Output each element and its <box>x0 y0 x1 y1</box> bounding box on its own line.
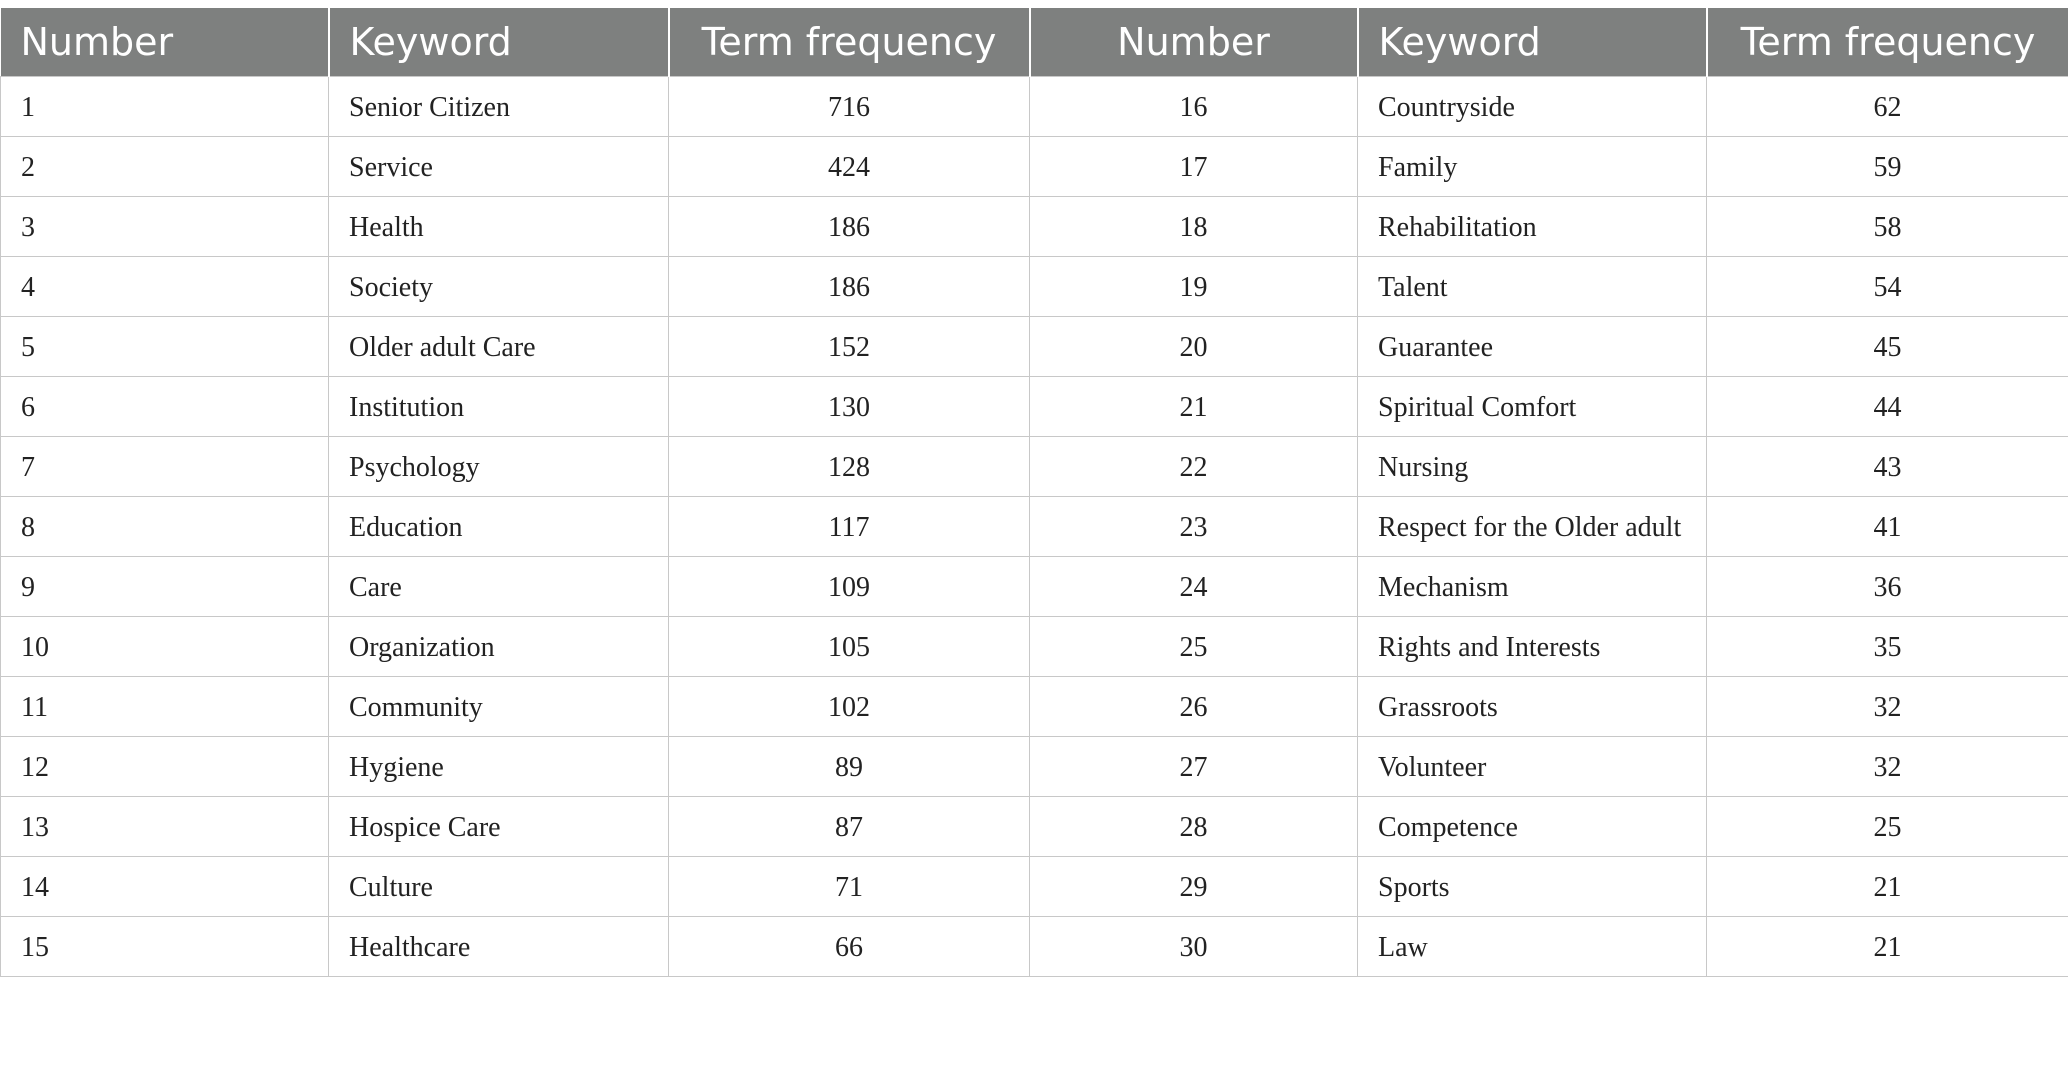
term-frequency-cell: 71 <box>669 857 1030 917</box>
number-cell: 30 <box>1030 917 1358 977</box>
keyword-cell: Education <box>329 497 669 557</box>
number-cell: 21 <box>1030 377 1358 437</box>
number-cell: 19 <box>1030 257 1358 317</box>
table-row <box>1 677 2068 737</box>
keyword-cell: Nursing <box>1358 437 1707 497</box>
keyword-cell: Talent <box>1358 257 1707 317</box>
number-cell: 27 <box>1030 737 1358 797</box>
header-keyword-1: Keyword <box>329 8 669 77</box>
term-frequency-cell: 36 <box>1707 557 2068 617</box>
term-frequency-cell: 109 <box>669 557 1030 617</box>
term-frequency-cell: 21 <box>1707 857 2068 917</box>
table-body <box>1 77 2068 977</box>
number-cell: 14 <box>1 857 329 917</box>
number-cell: 8 <box>1 497 329 557</box>
term-frequency-cell: 66 <box>669 917 1030 977</box>
term-frequency-cell: 62 <box>1707 77 2068 137</box>
header-number-2: Number <box>1030 8 1358 77</box>
table-row <box>1 737 2068 797</box>
term-frequency-cell: 117 <box>669 497 1030 557</box>
keyword-cell: Countryside <box>1358 77 1707 137</box>
header-number-1: Number <box>1 8 329 77</box>
table-row <box>1 77 2068 137</box>
term-frequency-cell: 89 <box>669 737 1030 797</box>
term-frequency-cell: 54 <box>1707 257 2068 317</box>
number-cell: 11 <box>1 677 329 737</box>
number-cell: 29 <box>1030 857 1358 917</box>
table-row <box>1 257 2068 317</box>
term-frequency-cell: 186 <box>669 197 1030 257</box>
keyword-cell: Hygiene <box>329 737 669 797</box>
table-row <box>1 437 2068 497</box>
table-row <box>1 617 2068 677</box>
term-frequency-cell: 41 <box>1707 497 2068 557</box>
number-cell: 23 <box>1030 497 1358 557</box>
term-frequency-cell: 59 <box>1707 137 2068 197</box>
term-frequency-cell: 58 <box>1707 197 2068 257</box>
header-term-frequency-1: Term frequency <box>669 8 1030 77</box>
number-cell: 26 <box>1030 677 1358 737</box>
keyword-cell: Senior Citizen <box>329 77 669 137</box>
number-cell: 4 <box>1 257 329 317</box>
keyword-cell: Law <box>1358 917 1707 977</box>
number-cell: 24 <box>1030 557 1358 617</box>
header-keyword-2: Keyword <box>1358 8 1707 77</box>
term-frequency-cell: 44 <box>1707 377 2068 437</box>
keyword-cell: Mechanism <box>1358 557 1707 617</box>
table-row <box>1 137 2068 197</box>
term-frequency-cell: 716 <box>669 77 1030 137</box>
keyword-cell: Guarantee <box>1358 317 1707 377</box>
number-cell: 18 <box>1030 197 1358 257</box>
keyword-cell: Rights and Interests <box>1358 617 1707 677</box>
number-cell: 1 <box>1 77 329 137</box>
term-frequency-cell: 186 <box>669 257 1030 317</box>
number-cell: 15 <box>1 917 329 977</box>
number-cell: 7 <box>1 437 329 497</box>
number-cell: 5 <box>1 317 329 377</box>
table-row <box>1 917 2068 977</box>
keyword-cell: Older adult Care <box>329 317 669 377</box>
keyword-cell: Health <box>329 197 669 257</box>
number-cell: 25 <box>1030 617 1358 677</box>
number-cell: 16 <box>1030 77 1358 137</box>
keyword-cell: Psychology <box>329 437 669 497</box>
header-term-frequency-2: Term frequency <box>1707 8 2068 77</box>
header-row <box>1 8 2068 77</box>
keyword-cell: Respect for the Older adult <box>1358 497 1707 557</box>
keyword-cell: Spiritual Comfort <box>1358 377 1707 437</box>
term-frequency-cell: 25 <box>1707 797 2068 857</box>
keyword-cell: Sports <box>1358 857 1707 917</box>
number-cell: 22 <box>1030 437 1358 497</box>
keyword-cell: Volunteer <box>1358 737 1707 797</box>
number-cell: 10 <box>1 617 329 677</box>
term-frequency-cell: 43 <box>1707 437 2068 497</box>
keyword-cell: Healthcare <box>329 917 669 977</box>
term-frequency-cell: 35 <box>1707 617 2068 677</box>
table-row <box>1 377 2068 437</box>
number-cell: 28 <box>1030 797 1358 857</box>
keyword-cell: Service <box>329 137 669 197</box>
term-frequency-cell: 105 <box>669 617 1030 677</box>
table-row <box>1 857 2068 917</box>
number-cell: 17 <box>1030 137 1358 197</box>
table-row <box>1 797 2068 857</box>
number-cell: 3 <box>1 197 329 257</box>
keyword-cell: Organization <box>329 617 669 677</box>
number-cell: 13 <box>1 797 329 857</box>
table-row <box>1 197 2068 257</box>
number-cell: 2 <box>1 137 329 197</box>
keyword-cell: Institution <box>329 377 669 437</box>
number-cell: 6 <box>1 377 329 437</box>
term-frequency-cell: 102 <box>669 677 1030 737</box>
table-row <box>1 557 2068 617</box>
keyword-cell: Community <box>329 677 669 737</box>
keyword-cell: Society <box>329 257 669 317</box>
keyword-cell: Hospice Care <box>329 797 669 857</box>
term-frequency-cell: 424 <box>669 137 1030 197</box>
term-frequency-cell: 21 <box>1707 917 2068 977</box>
term-frequency-cell: 45 <box>1707 317 2068 377</box>
term-frequency-cell: 130 <box>669 377 1030 437</box>
term-frequency-cell: 128 <box>669 437 1030 497</box>
term-frequency-cell: 152 <box>669 317 1030 377</box>
term-frequency-cell: 32 <box>1707 677 2068 737</box>
term-frequency-cell: 32 <box>1707 737 2068 797</box>
keyword-cell: Care <box>329 557 669 617</box>
table-row <box>1 317 2068 377</box>
number-cell: 9 <box>1 557 329 617</box>
keyword-frequency-table <box>0 8 2068 977</box>
keyword-cell: Grassroots <box>1358 677 1707 737</box>
term-frequency-cell: 87 <box>669 797 1030 857</box>
number-cell: 20 <box>1030 317 1358 377</box>
keyword-cell: Family <box>1358 137 1707 197</box>
keyword-cell: Culture <box>329 857 669 917</box>
number-cell: 12 <box>1 737 329 797</box>
table-row <box>1 497 2068 557</box>
keyword-cell: Rehabilitation <box>1358 197 1707 257</box>
keyword-cell: Competence <box>1358 797 1707 857</box>
